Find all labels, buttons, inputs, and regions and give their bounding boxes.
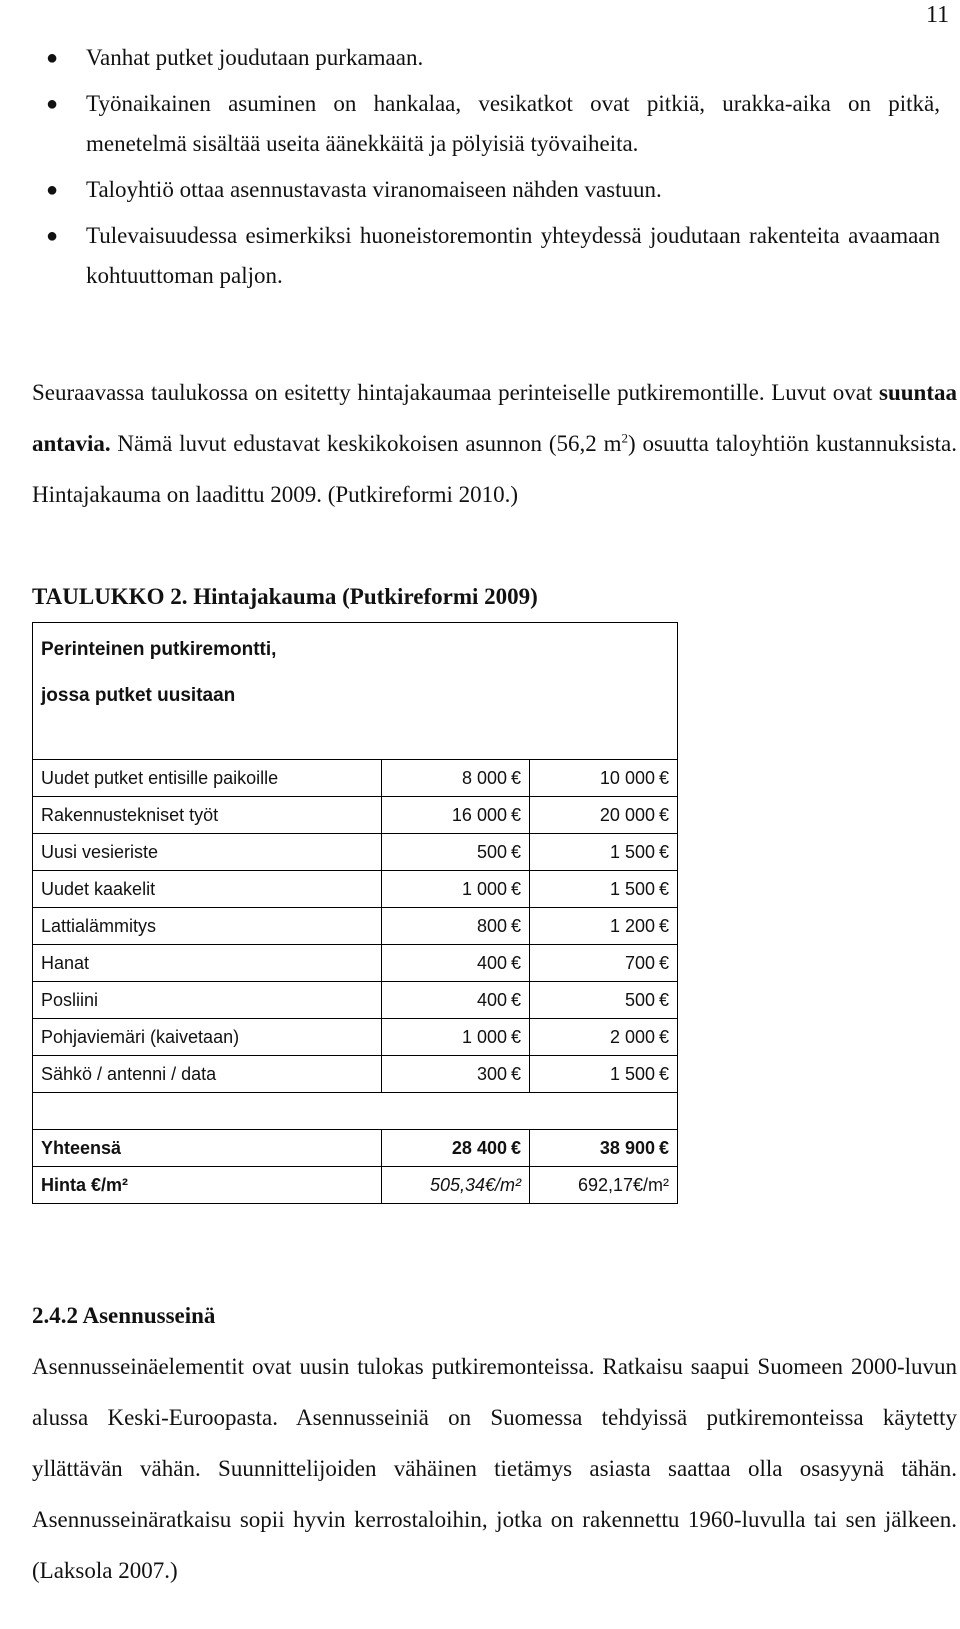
- row-min: 1 000 €: [382, 1019, 530, 1056]
- header-line-2: jossa putket uusitaan: [41, 685, 236, 706]
- row-max: 1 200 €: [530, 908, 678, 945]
- table-row: [33, 1056, 678, 1093]
- bullet-text: Tulevaisuudessa esimerkiksi huoneistoremontin yhteydessä joudutaan rakenteita avaamaan kohtuuttoman paljon.: [86, 223, 940, 288]
- price-table: [32, 622, 678, 1204]
- table-row: [33, 945, 678, 982]
- bullet-icon: ●: [46, 47, 59, 69]
- euro-icon: €: [658, 841, 669, 862]
- euro-icon: €: [510, 1063, 521, 1084]
- table-row: [33, 871, 678, 908]
- section-heading: 2.4.2 Asennusseinä: [32, 1303, 216, 1328]
- table-row: [33, 760, 678, 797]
- per-m2-min: 505,34€/m²: [382, 1167, 530, 1204]
- row-min: 400 €: [382, 945, 530, 982]
- section-paragraph: Asennusseinäelementit ovat uusin tulokas putkiremonteissa. Ratkaisu saapui Suomeen 2000-luvun alussa Keski-Euroopasta. Asennusseiniä on Suomessa tehdyissä putkiremonteissa käytetty yllättävän vähän. Suunnittelijoiden vähäinen tietämys asiasta saattaa olla osasyynä tähän. Asennusseinäratkaisu sopii hyvin kerrostaloihin, jotka on rakennettu 1960-luvulla tai sen jälkeen. (Laksola 2007.): [32, 1354, 957, 1583]
- row-max: 1 500 €: [530, 1056, 678, 1093]
- table-caption: TAULUKKO 2. Hintajakauma (Putkireformi 2009): [32, 584, 538, 609]
- spacer-cell: [33, 1093, 678, 1130]
- row-max: 2 000 €: [530, 1019, 678, 1056]
- intro-text-3: ) osuutta taloyhtiön kustannuksista. Hintajakauma on laadittu 2009. (Putkireformi 2010.): [32, 431, 957, 507]
- euro-icon: €: [510, 804, 521, 825]
- euro-icon: €: [658, 952, 669, 973]
- table-header: [33, 623, 678, 760]
- row-max: 500 €: [530, 982, 678, 1019]
- bullet-icon: ●: [46, 179, 59, 201]
- row-label: Posliini: [33, 982, 382, 1019]
- row-label: Hanat: [33, 945, 382, 982]
- euro-icon: €: [510, 767, 521, 788]
- euro-icon: €: [510, 878, 521, 899]
- euro-icon: €: [510, 841, 521, 862]
- row-label: Uudet putket entisille paikoille: [33, 760, 382, 797]
- row-max: 700 €: [530, 945, 678, 982]
- bullet-icon: ●: [46, 93, 59, 115]
- euro-icon: €: [658, 989, 669, 1010]
- row-label: Rakennustekniset työt: [33, 797, 382, 834]
- euro-icon: €: [658, 915, 669, 936]
- row-min: 400 €: [382, 982, 530, 1019]
- page-number: 11: [926, 2, 950, 28]
- bullet-text: Vanhat putket joudutaan purkamaan.: [86, 45, 424, 70]
- row-label: Uusi vesieriste: [33, 834, 382, 871]
- bullet-item: [40, 38, 940, 78]
- intro-emphasis: suuntaa antavia.: [32, 380, 957, 456]
- total-row: [33, 1130, 678, 1167]
- total-min: 28 400 €: [382, 1130, 530, 1167]
- euro-icon: €: [658, 1137, 669, 1158]
- bullet-item: [40, 170, 940, 210]
- table-row: [33, 1019, 678, 1056]
- euro-icon: €: [510, 1026, 521, 1047]
- bullet-list: [40, 38, 940, 302]
- intro-superscript: 2: [621, 430, 628, 446]
- table-header-row: [33, 623, 678, 760]
- euro-icon: €: [510, 1137, 521, 1158]
- intro-paragraph: [32, 367, 957, 520]
- table-row: [33, 908, 678, 945]
- row-max: 20 000 €: [530, 797, 678, 834]
- row-min: 800 €: [382, 908, 530, 945]
- row-min: 16 000 €: [382, 797, 530, 834]
- euro-icon: €: [510, 989, 521, 1010]
- per-m2-row: [33, 1167, 678, 1204]
- total-label: Yhteensä: [33, 1130, 382, 1167]
- bullet-item: [40, 84, 940, 164]
- euro-icon: €: [510, 915, 521, 936]
- row-max: 10 000 €: [530, 760, 678, 797]
- per-m2-label: Hinta €/m²: [33, 1167, 382, 1204]
- intro-text-1: Seuraavassa taulukossa on esitetty hintajakaumaa perinteiselle putkiremontille. Luvut ovat: [32, 380, 880, 405]
- header-line-1: Perinteinen putkiremontti,: [41, 639, 277, 660]
- euro-icon: €: [658, 1026, 669, 1047]
- row-label: Pohjaviemäri (kaivetaan): [33, 1019, 382, 1056]
- row-min: 1 000 €: [382, 871, 530, 908]
- bullet-text: Työnaikainen asuminen on hankalaa, vesikatkot ovat pitkiä, urakka-aika on pitkä, menetelmä sisältää useita äänekkäitä ja pölyisiä työvaiheita.: [86, 91, 940, 156]
- bullet-text: Taloyhtiö ottaa asennustavasta viranomaiseen nähden vastuun.: [86, 177, 662, 202]
- table-body: [33, 760, 678, 1093]
- euro-icon: €: [658, 767, 669, 788]
- intro-text-2: Nämä luvut edustavat keskikokoisen asunnon (56,2 m: [110, 431, 622, 456]
- row-label: Lattialämmitys: [33, 908, 382, 945]
- table-row: [33, 834, 678, 871]
- row-min: 8 000 €: [382, 760, 530, 797]
- total-max: 38 900 €: [530, 1130, 678, 1167]
- row-max: 1 500 €: [530, 871, 678, 908]
- euro-icon: €: [658, 1063, 669, 1084]
- table-row: [33, 797, 678, 834]
- bullet-icon: ●: [46, 225, 59, 247]
- per-m2-max: 692,17€/m²: [530, 1167, 678, 1204]
- row-min: 500 €: [382, 834, 530, 871]
- euro-icon: €: [658, 878, 669, 899]
- row-label: Uudet kaakelit: [33, 871, 382, 908]
- euro-icon: €: [510, 952, 521, 973]
- row-label: Sähkö / antenni / data: [33, 1056, 382, 1093]
- table-spacer-row: [33, 1093, 678, 1130]
- table-row: [33, 982, 678, 1019]
- row-max: 1 500 €: [530, 834, 678, 871]
- bullet-item: [40, 216, 940, 296]
- row-min: 300 €: [382, 1056, 530, 1093]
- euro-icon: €: [658, 804, 669, 825]
